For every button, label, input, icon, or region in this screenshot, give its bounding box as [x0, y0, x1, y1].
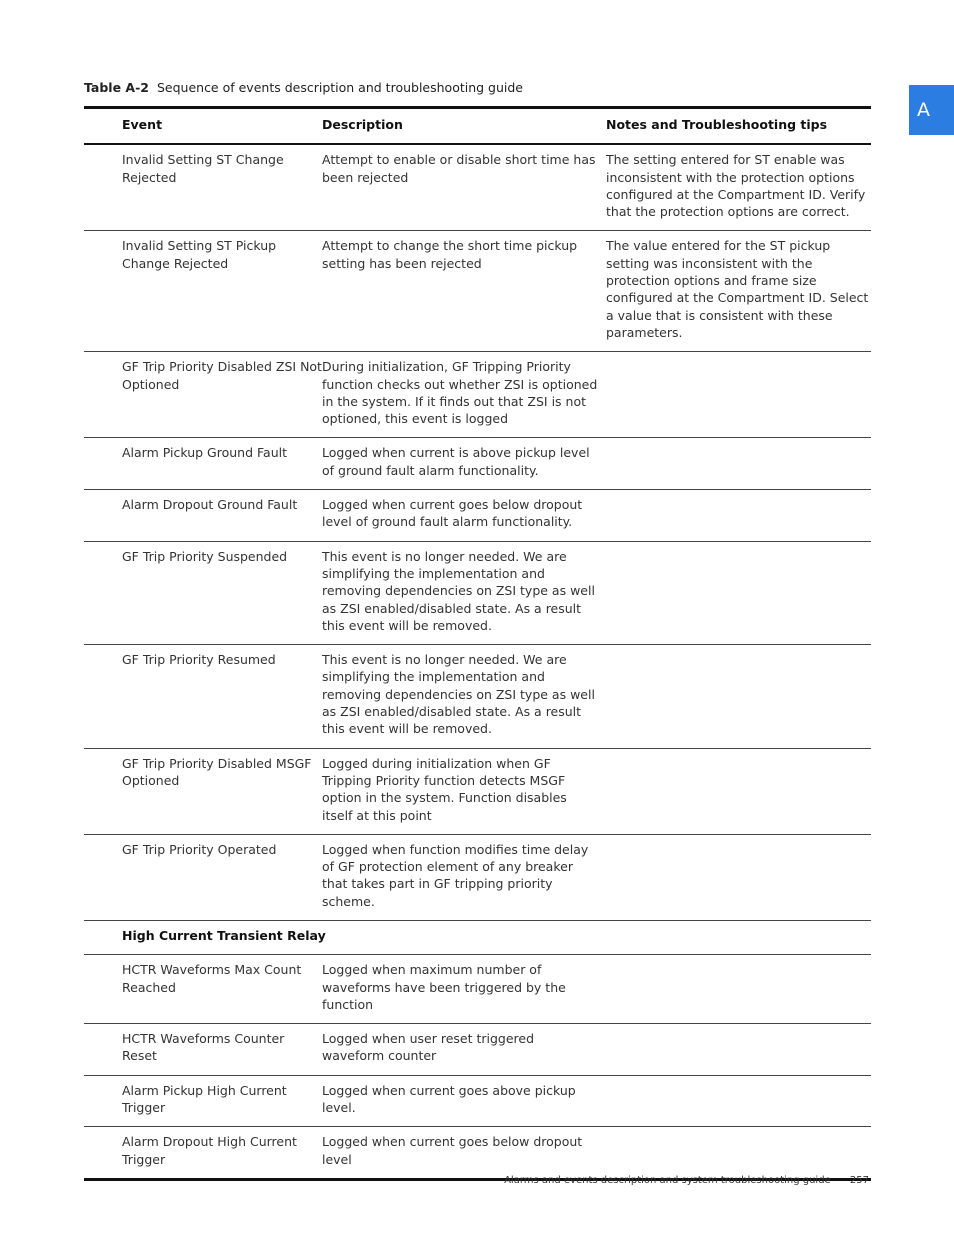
- table-row: [84, 541, 871, 644]
- description-cell: Attempt to enable or disable short time has been rejected: [322, 152, 596, 185]
- notes-cell: The value entered for the ST pickup setting was inconsistent with the protection options and frame size configured at the Compartment ID. Select a value that is consistent with these parameters.: [606, 238, 869, 340]
- notes-cell: [606, 645, 871, 748]
- table-row: [84, 1024, 871, 1076]
- notes-cell: [606, 1075, 871, 1127]
- event-cell: HCTR Waveforms Max Count Reached: [122, 962, 302, 995]
- table-row: [84, 438, 871, 490]
- description-cell: Logged when current goes above pickup level.: [322, 1082, 576, 1116]
- table-row: [84, 645, 871, 748]
- section-row: [84, 920, 871, 954]
- header-description: Description: [322, 117, 403, 132]
- table-row: [84, 834, 871, 920]
- event-cell: GF Trip Priority Disabled MSGF Optioned: [122, 755, 312, 788]
- description-cell: During initialization, GF Tripping Priority function checks out whether ZSI is optioned in the system. If it finds out that ZSI is not optioned, this event is logged: [322, 359, 598, 427]
- footer-text: Alarms and events description and system troubleshooting guide: [504, 1175, 831, 1186]
- table-row: [84, 231, 871, 352]
- event-cell: Alarm Pickup Ground Fault: [122, 445, 287, 461]
- table-caption-text: Sequence of events description and troubleshooting guide: [156, 80, 523, 95]
- description-cell: Logged when current is above pickup level of ground fault alarm functionality.: [322, 445, 590, 478]
- description-cell: Logged when maximum number of waveforms have been triggered by the function: [322, 962, 566, 1012]
- notes-cell: [606, 541, 871, 644]
- table-row: [84, 144, 871, 231]
- description-cell: Attempt to change the short time pickup setting has been rejected: [322, 238, 578, 271]
- table-row: [84, 955, 871, 1024]
- table-row: [84, 1075, 871, 1127]
- notes-cell: [606, 438, 871, 490]
- header-spacer: [84, 108, 122, 145]
- page-footer: [504, 1175, 869, 1186]
- page-number: 257: [849, 1175, 869, 1186]
- appendix-tab: A: [909, 85, 954, 135]
- event-cell: GF Trip Priority Disabled ZSI Not Optioned: [122, 359, 322, 392]
- notes-cell: [606, 352, 871, 438]
- event-cell: GF Trip Priority Resumed: [122, 652, 276, 668]
- description-cell: Logged when current goes below dropout level of ground fault alarm functionality.: [322, 497, 583, 530]
- event-cell: Invalid Setting ST Pickup Change Rejected: [122, 238, 277, 271]
- notes-cell: [606, 834, 871, 920]
- notes-cell: [606, 748, 871, 834]
- events-table: [84, 106, 871, 1181]
- description-cell: Logged when current goes below dropout level: [322, 1134, 583, 1167]
- description-cell: Logged when user reset triggered waveform counter: [322, 1031, 535, 1064]
- event-cell: Invalid Setting ST Change Rejected: [122, 152, 284, 185]
- table-row: [84, 748, 871, 834]
- table-row: [84, 490, 871, 542]
- table-row: [84, 352, 871, 438]
- event-cell: GF Trip Priority Suspended: [122, 548, 288, 564]
- table-caption: [84, 80, 523, 95]
- notes-cell: [606, 1024, 871, 1076]
- description-cell: Logged when function modifies time delay of GF protection element of any breaker that takes part in GF tripping priority scheme.: [322, 841, 589, 909]
- notes-cell: [606, 490, 871, 542]
- event-cell: GF Trip Priority Operated: [122, 841, 277, 857]
- description-cell: Logged during initialization when GF Tripping Priority function detects MSGF option in the system. Function disables itself at this point: [322, 755, 567, 823]
- section-title: High Current Transient Relay: [122, 927, 326, 943]
- event-cell: Alarm Dropout High Current Trigger: [122, 1134, 297, 1167]
- description-cell: This event is no longer needed. We are simplifying the implementation and removing dependencies on ZSI type as well as ZSI enabled/disabled state. As a result this event will be removed.: [322, 652, 595, 737]
- notes-cell: [606, 955, 871, 1024]
- event-cell: Alarm Dropout Ground Fault: [122, 497, 298, 513]
- description-cell: This event is no longer needed. We are simplifying the implementation and removing dependencies on ZSI type as well as ZSI enabled/disabled state. As a result this event will be removed.: [322, 548, 595, 633]
- notes-cell: [606, 1127, 871, 1180]
- header-notes: Notes and Troubleshooting tips: [606, 117, 828, 132]
- table-header-row: [84, 108, 871, 145]
- header-event: Event: [122, 117, 163, 132]
- table-row: [84, 1127, 871, 1180]
- event-cell: HCTR Waveforms Counter Reset: [122, 1031, 285, 1064]
- notes-cell: The setting entered for ST enable was inconsistent with the protection options configured at the Compartment ID. Verify that the protection options are correct.: [606, 152, 866, 220]
- table-caption-label: Table A-2: [84, 80, 149, 95]
- event-cell: Alarm Pickup High Current Trigger: [122, 1082, 287, 1116]
